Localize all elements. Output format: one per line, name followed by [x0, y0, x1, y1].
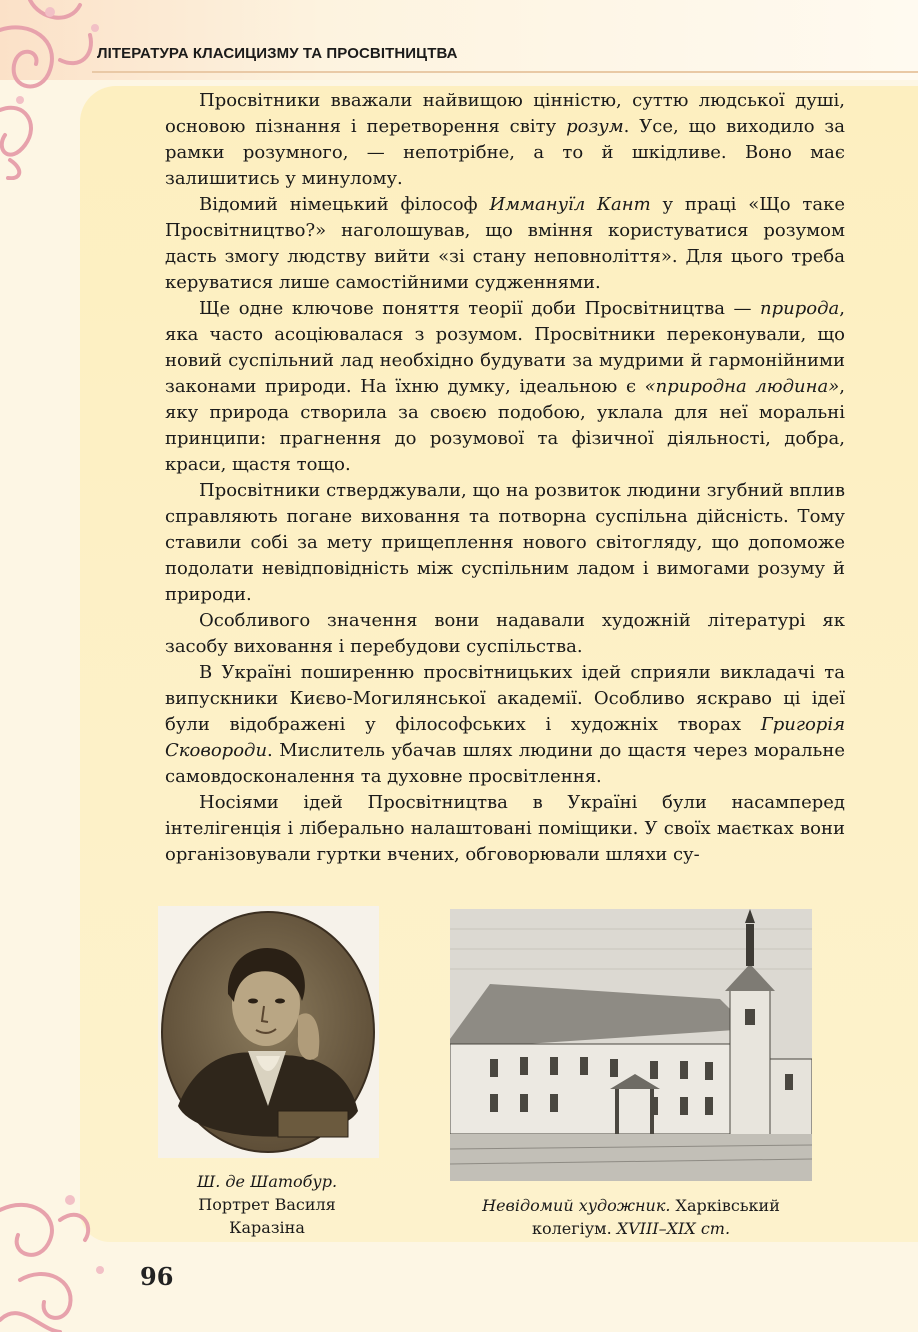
paragraph-3: Ще одне ключове поняття теорії доби Просвітництва — природа, яка часто асоціювалася з розумом. Просвітники переконували, що новий суспільний лад необхідно будувати за мудрими й гармонійними законами природи. На їхню думку, ідеальною є «природна людина», яку природа створила за своєю подобою, уклала для неї моральні принципи: прагнення до розумової та фізичної діяльності, добра, краси, щастя тощо. — [165, 298, 845, 475]
header-band — [0, 0, 918, 80]
paragraph-4: Просвітники стверджували, що на розвиток людини згубний вплив справляють погане виховання та потворна суспільна дійсність. Тому ставили собі за мету прищеплення нового світогляду, що допоможе подолати невідповідність між суспільним ладом і вимогами розуму й природи. — [165, 480, 845, 605]
header-divider — [92, 71, 918, 73]
college-period: XVIII–XIX ст. — [616, 1219, 731, 1238]
paragraph-7: Носіями ідей Просвітництва в Україні були насамперед інтелігенція і ліберально налаштовані поміщики. У своїх маєтках вони організовували гуртки вчених, обговорювали шляхи су- — [165, 792, 845, 865]
main-text — [165, 88, 845, 868]
college-title: Харківський колегіум. — [531, 1196, 780, 1238]
paragraph-6: В Україні поширенню просвітницьких ідей сприяли викладачі та випускники Києво-Могилянської академії. Особливо яскраво ці ідеї були відображені у філософських і художніх творах Григорія Сковороди. Мислитель убачав шлях людини до щастя через моральне самовдосконалення та духовне просвітлення. — [165, 662, 845, 787]
portrait-title: Портрет Василя Каразіна — [198, 1195, 336, 1237]
paragraph-1: Просвітники вважали найвищою цінністю, суттю людської душі, основою пізнання і перетворення світу розум. Усе, що виходило за рамки розумного, — непотрібне, а то й шкідливе. Воно має залишитись у минулому. — [165, 90, 845, 189]
floral-ornament-bottom-icon — [0, 1180, 240, 1332]
portrait-author: Ш. де Шатобур. — [196, 1172, 338, 1191]
paragraph-2: Відомий німецький філософ Иммануїл Кант у праці «Що таке Просвітництво?» наголошував, що вміння користуватися розумом дасть змогу людству вийти «зі стану неповноліття». Для цього треба керуватися лише самостійними судженнями. — [165, 194, 845, 293]
portrait-image — [158, 906, 379, 1158]
page-number: 96 — [140, 1262, 174, 1291]
college-caption — [450, 1194, 812, 1240]
paragraph-5: Особливого значення вони надавали художній літературі як засобу виховання і перебудови суспільства. — [165, 610, 845, 657]
college-author: Невідомий художник. — [482, 1196, 671, 1215]
section-header-title: ЛІТЕРАТУРА КЛАСИЦИЗМУ ТА ПРОСВІТНИЦТВА — [97, 45, 458, 62]
college-image — [450, 909, 812, 1181]
